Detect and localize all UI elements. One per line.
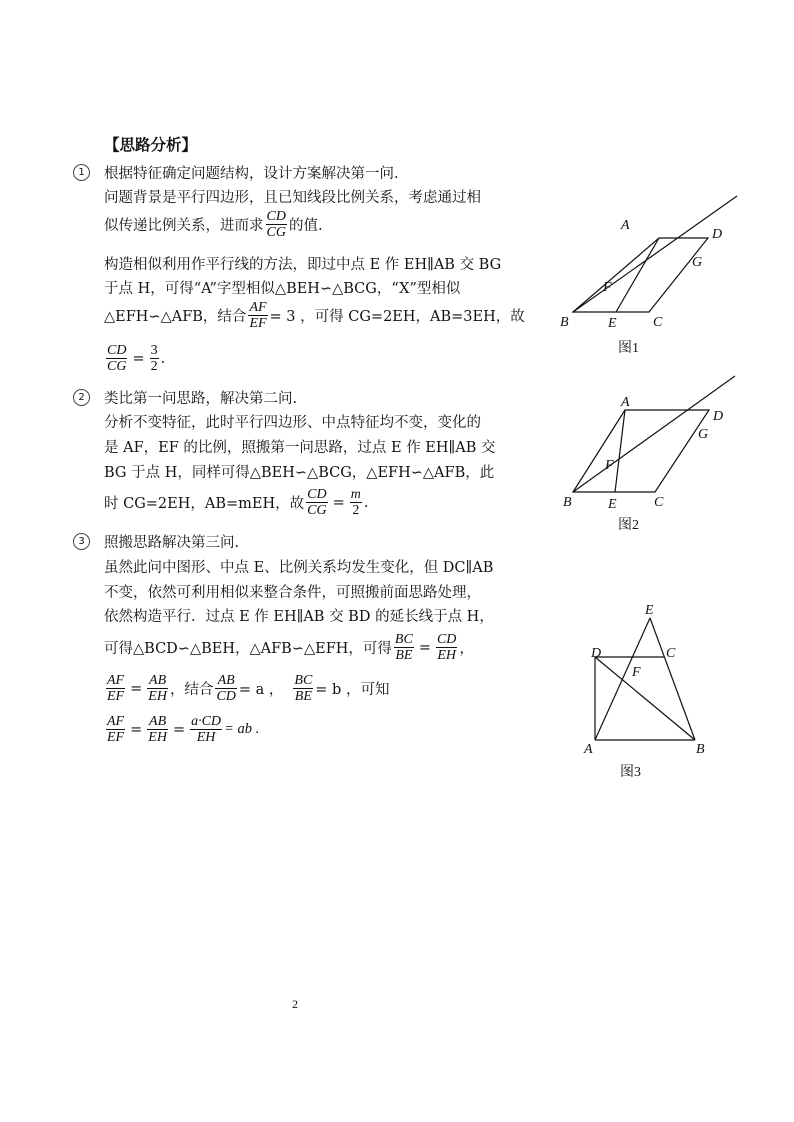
label-g: G [692,255,703,270]
parallelogram-abcd [573,238,708,312]
s3-line5: 可得△BCD∽△BEH，△AFB∽△EFH，可得 $\frac{BC}{BE}$ = $\frac{CD}{EH}$ ， [104,632,474,663]
s1-result [104,343,165,374]
s3-end: = ab . [224,721,260,737]
figure-2 [555,370,755,520]
frac-den: BE [395,648,413,663]
frac-num: m [350,487,361,502]
s3-line6 [104,673,389,704]
frac-num: 3 [150,343,158,358]
ray-bg [573,376,735,492]
label-f: F [603,280,612,295]
frac-num: AF [107,673,125,688]
segment-ea [595,618,650,740]
label-a: A [621,218,630,233]
frac-den: CG [307,503,327,518]
frac-den: EF [107,689,125,704]
s1-line6-post: = 3 ，可得 CG=2EH，AB=3EH，故 [269,309,525,325]
frac-num: CD [307,487,327,502]
equals-sign: = [130,680,143,697]
frac-num: AB [149,673,167,688]
fraction-bc-be [394,632,414,663]
label-d: D [591,646,602,661]
frac-den: EH [148,730,167,745]
s3-line7 [104,714,259,745]
label-b: B [563,495,572,510]
frac-num: CD [266,209,286,224]
period: . [160,350,166,367]
label-f: F [632,665,641,680]
fraction-acd-eh [190,714,222,745]
frac-den: CG [266,225,286,240]
frac-num: BC [294,673,313,688]
ray-bg [573,196,737,312]
label-d: D [713,409,724,424]
s1-line6-pre: △EFH∽△AFB，结合 [104,309,247,325]
frac-num: AF [107,714,125,729]
s2-line5-pre: 时 CG=2EH，AB=mEH，故 [104,496,305,512]
segment-ae [616,238,659,312]
s2-line1: 类比第一问思路，解决第二问. [104,391,298,407]
step-number-2: 2 [73,389,90,406]
section-title: 【思路分析】 [104,135,198,154]
label-b: B [560,315,569,330]
figure-1-caption: 图1 [618,341,639,356]
label-c: C [653,315,663,330]
period: . [363,494,369,511]
s3-line3: 不变，依然可利用相似来整合条件，可照搬前面思路处理， [104,585,481,601]
equals-sign: = [172,721,186,738]
frac-num: a·CD [191,714,222,729]
s3-line5-pre: 可得△BCD∽△BEH，△AFB∽△EFH，可得 [104,641,392,657]
figure-3-caption: 图3 [620,765,641,780]
label-e: E [645,603,654,618]
s1-line4: 构造相似利用作平行线的方法，即过中点 E 作 EH∥AB 交 BG [104,257,502,273]
frac-den: BE [294,689,312,704]
equals-sign: = [130,721,143,738]
fraction-m-2 [350,487,362,518]
fraction-3-2 [150,343,159,374]
s2-line2: 分析不变特征，此时平行四边形、中点特征均不变，变化的 [104,415,481,431]
s1-line3-post: 的值. [288,218,323,234]
label-f: F [605,458,614,473]
s1-line5: 于点 H，可得“A”字型相似△BEH∽△BCG，“X”型相似 [104,281,461,297]
frac-num: AF [249,300,267,315]
s3-mid1: ，结合 [169,682,214,698]
fraction-af-ef-4 [106,714,125,745]
frac-den: EH [148,689,167,704]
s1-line6 [104,300,525,331]
s2-line4: BG 于点 H，同样可得△BEH∽△BCG，△EFH∽△AFB，此 [104,465,495,481]
s3-line4: 依然构造平行．过点 E 作 EH∥AB 交 BD 的延长线于点 H， [104,609,494,625]
fraction-ab-eh [147,673,168,704]
s1-line2: 问题背景是平行四边形，且已知线段比例关系，考虑通过相 [104,190,481,206]
figure-1 [555,190,755,360]
frac-den: EH [196,730,216,745]
frac-den: 2 [352,503,360,518]
fraction-bc-be-2 [293,673,313,704]
s3-mid2: = a ， [238,682,284,698]
frac-den: EF [249,316,267,331]
fraction-cd-cg [266,209,287,240]
frac-num: AB [149,714,167,729]
parallelogram-abcd [573,410,709,492]
fraction-ab-eh-2 [147,714,168,745]
label-e: E [608,497,617,512]
s3-mid3: = b ，可知 [315,682,390,698]
fraction-ab-cd [215,673,236,704]
frac-den: CD [216,689,236,704]
label-c: C [666,646,676,661]
s2-line5 [104,487,369,518]
frac-num: CD [107,343,127,358]
label-c: C [654,495,664,510]
s1-line3 [104,209,323,240]
s1-line1: 根据特征确定问题结构，设计方案解决第一问. [104,166,399,182]
label-a: A [584,742,593,757]
fraction-af-ef [248,300,267,331]
equals-sign: = [418,639,431,656]
label-g: G [698,427,709,442]
fraction-cd-cg-result [106,343,127,374]
step-number-3: 3 [73,533,90,550]
s1-line3-pre: 似传递比例关系，进而求 [104,218,264,234]
frac-den: CG [107,359,127,374]
label-b: B [696,742,705,757]
equals-sign: = [132,350,145,367]
equals-sign: = [332,494,345,511]
frac-den: 2 [150,359,158,374]
s3-line2: 虽然此问中图形、中点 E、比例关系均发生变化，但 DC∥AB [104,560,494,576]
s3-line1: 照搬思路解决第三问. [104,535,240,551]
figure-3 [575,600,725,760]
label-e: E [608,316,617,331]
page-number: 2 [292,997,298,1011]
frac-den: EF [107,730,125,745]
fraction-af-ef-3 [106,673,125,704]
label-a: A [621,395,630,410]
frac-den: EH [437,648,457,663]
frac-num: BC [394,632,413,647]
s2-line3: 是 AF，EF 的比例，照搬第一问思路，过点 E 作 EH∥AB 交 [104,440,496,456]
figure-2-caption: 图2 [618,518,639,533]
frac-num: CD [436,632,457,647]
step-number-1: 1 [73,164,90,181]
fraction-cd-eh [436,632,457,663]
fraction-cd-cg-2 [306,487,327,518]
label-d: D [712,227,723,242]
frac-num: AB [215,673,236,689]
